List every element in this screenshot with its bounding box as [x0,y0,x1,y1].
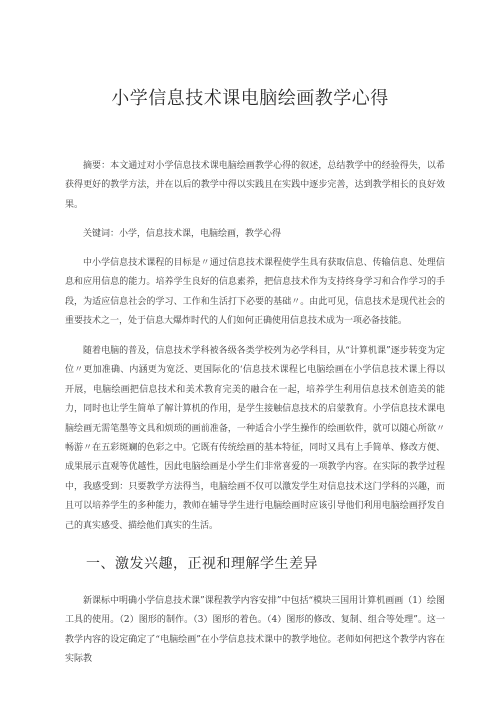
body-paragraph-3: 新课标中明确小学信息技术课”课程教学内容安排”中包括“模块三国用计算机画画（1）绘图工具的使用。（2）图形的制作。（3）图形的着色。（4）图形的修改、复制、组合等处理”。这一教学内容的设定确定了“电脑绘画”在小学信息技术课中的教学地位。老师如何把这个教学内容在实际教 [65,596,445,665]
document-title: 小学信息技术课电脑绘画教学心得 [111,88,389,109]
abstract-paragraph: 摘要：本文通过对小学信息技术课电脑绘画教学心得的叙述，总结教学中的经验得失，以希获得更好的教学方法，并在以后的教学中得以实践且在实践中逐步完善，达到教学相长的良好效果。 [65,161,445,210]
keywords-line: 关键词：小学，信息技术课，电脑绘画，教学心得 [83,229,282,239]
section-heading-1: 一、激发兴趣，正视和理解学生差异 [86,556,318,572]
body-paragraph-2: 随着电脑的普及，信息技术学科被各级各类学校列为必学科目，从“计算机课”逐步转变为定位〃更加准确、内涵更为宽泛、更国际化的‘信息技术课程匕电脑绘画在小学信息技术课上得以开展，电脑绘画把信息技术和美术教育完美的融合在一起，培养学生利用信息技术创造美的能力，同时也让学生简单了解计算机的作用，是学生接触信息技术的启蒙教育。小学信息技术课电脑绘画无需笔墨等文具和烦琐的画前准备，一种适合小学生操作的绘画软件，就可以随心所欲〃畅游〃在五彩斑斓的色彩之中。它既有传统绘画的基本特征，同时又具有上手简单、修改方便、成果展示直观等优越性，因此电脑绘画是小学生们非常喜爱的一项教学内容。在实际的教学过程中，我感受到：只要教学方法得当，电脑绘画不仅可以激发学生对信息技术这门学科的兴趣，而且可以培养学生的多种能力，教师在辅导学生进行电脑绘画时应该引导他们利用电脑绘画抒发自己的真实感受、描绘他们真实的生活。 [65,346,445,531]
body-paragraph-1: 中小学信息技术课程的目标是〃通过信息技术课程使学生具有获取信息、传输信息、处理信息和应用信息的能力。培养学生良好的信息素养，把信息技术作为支持终身学习和合作学习的手段，为适应信息社会的学习、工作和生活打下必要的基础〃。由此可见，信息技术是现代社会的重要技术之一，处于信息大爆炸时代的人们如何正确使用信息技术成为一项必备技能。 [65,258,445,327]
